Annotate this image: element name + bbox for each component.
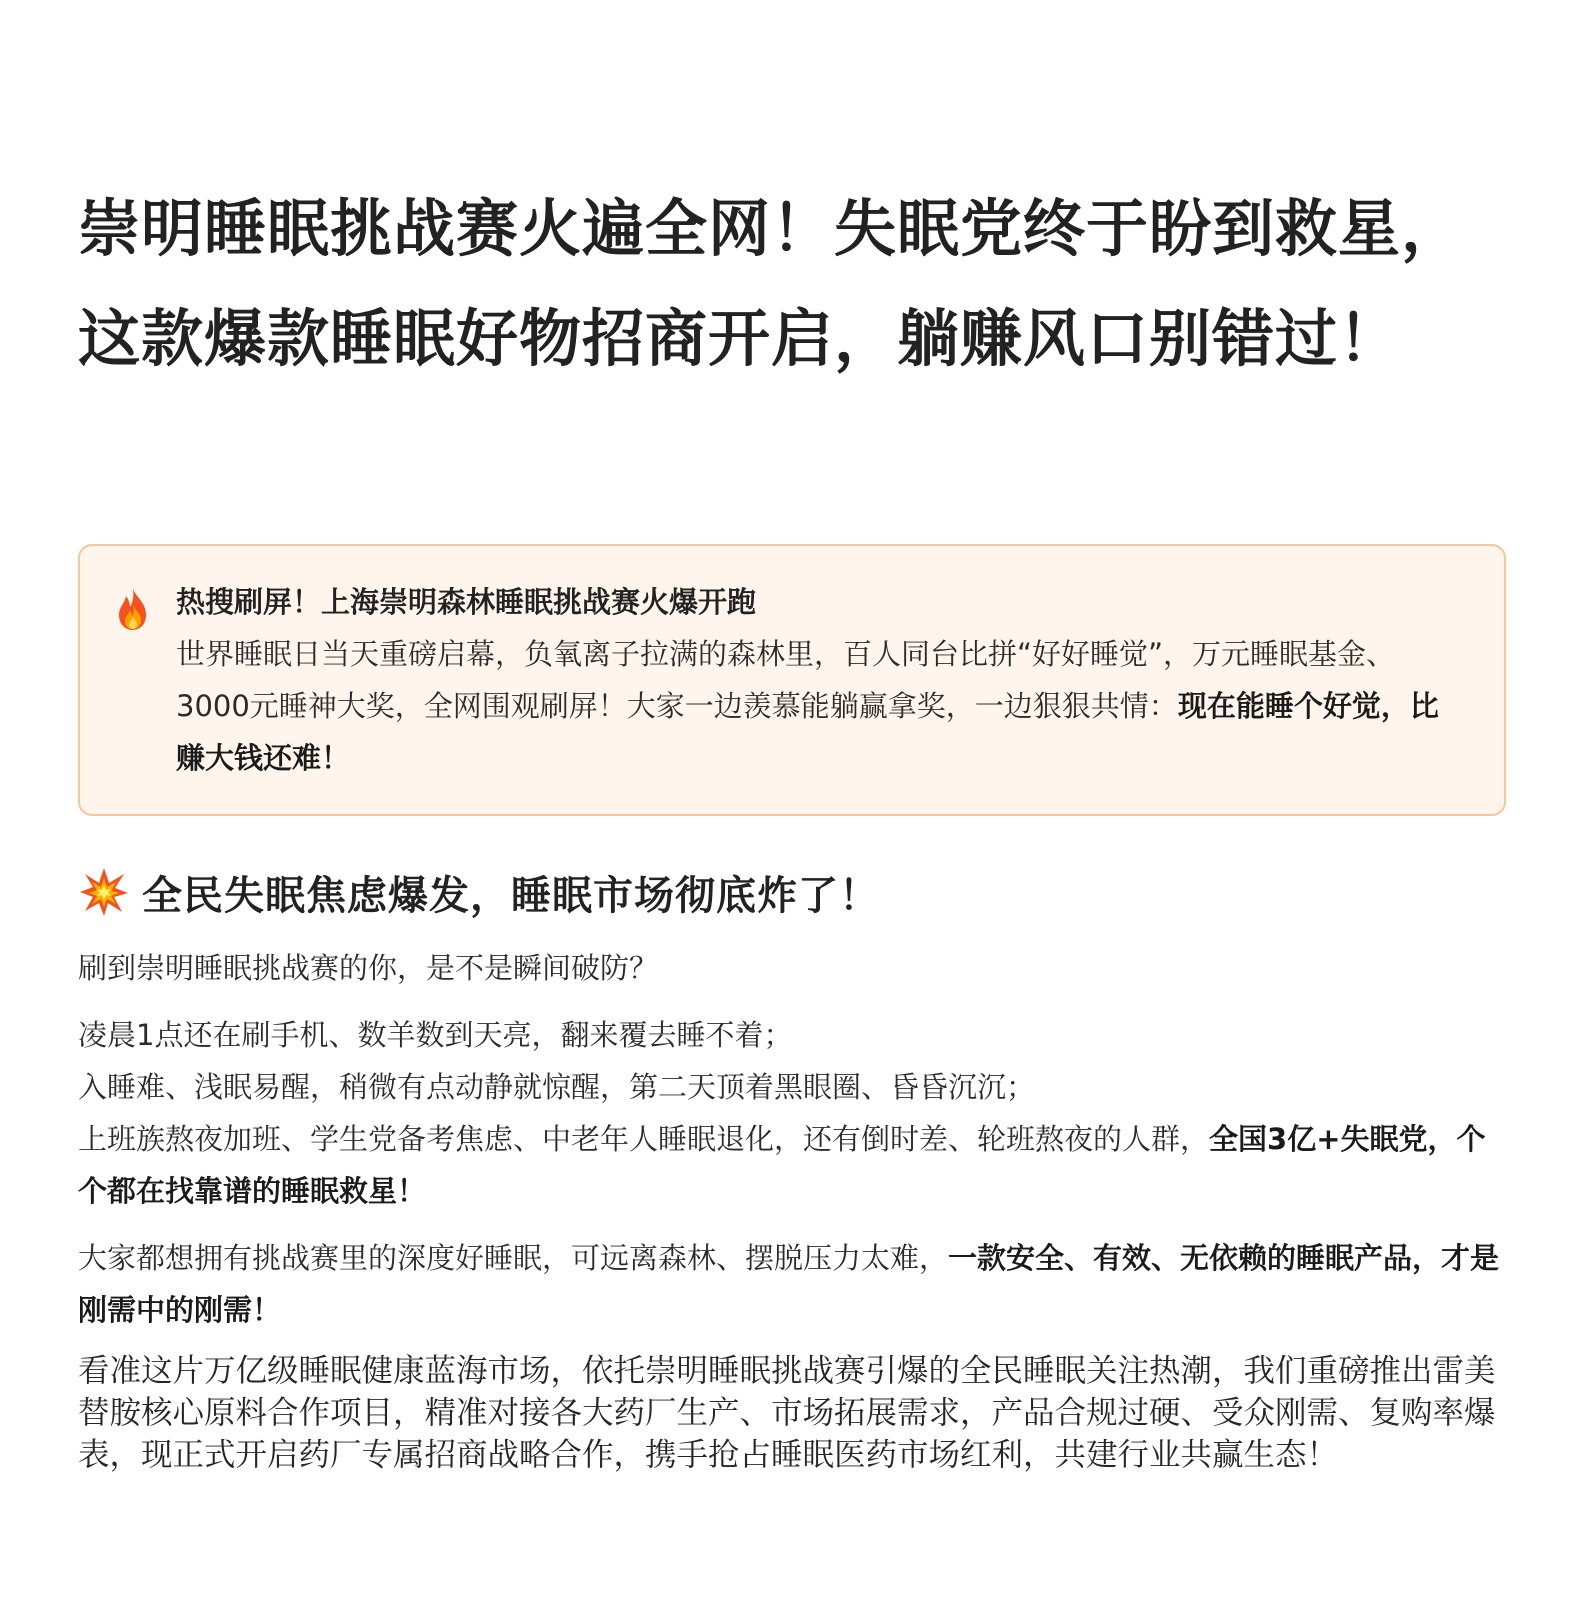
hot-news-text [176,628,1466,784]
need-emphasis: 一款安全、有效、无依赖的睡眠产品，才是刚需中的刚需！ [78,1241,1500,1327]
hot-news-content [176,576,1466,784]
symptom-line-1: 凌晨1点还在刷手机、数羊数到天亮，翻来覆去睡不着； [78,1018,793,1052]
paragraph-need [78,1232,1510,1336]
section-heading [78,862,1510,922]
symptom-line-3: 上班族熬夜加班、学生党备考焦虑、中老年人睡眠退化，还有倒时差、轮班熬夜的人群， [78,1122,1210,1156]
paragraph-intro: 刷到崇明睡眠挑战赛的你，是不是瞬间破防？ [78,951,659,985]
hot-news-body: 世界睡眠日当天重磅启幕，负氧离子拉满的森林里，百人同台比拼“好好睡觉”，万元睡眠基金、3000元睡神大奖，全网围观刷屏！大家一边羡慕能躺赢拿奖，一边狠狠共情： [176,637,1396,723]
fire-icon [112,586,154,632]
section-title: 全民失眠焦虑爆发，睡眠市场彻底炸了！ [142,872,880,919]
symptom-line-2: 入睡难、浅眠易醒，稍微有点动静就惊醒，第二天顶着黑眼圈、昏昏沉沉； [78,1070,1036,1104]
paragraph-symptoms [78,1009,1510,1217]
need-text: 大家都想拥有挑战赛里的深度好睡眠，可远离森林、摆脱压力太难， [78,1241,949,1275]
paragraph-investment: 看准这片万亿级睡眠健康蓝海市场，依托崇明睡眠挑战赛引爆的全民睡眠关注热潮，我们重磅推出雷美替胺核心原料合作项目，精准对接各大药厂生产、市场拓展需求，产品合规过硬、受众刚需、复购率爆表，现正式开启药厂专属招商战略合作，携手抢占睡眠医药市场红利，共建行业共赢生态！ [78,1353,1496,1473]
hot-news-heading: 热搜刷屏！上海崇明森林睡眠挑战赛火爆开跑 [176,585,757,619]
article-title: 崇明睡眠挑战赛火遍全网！失眠党终于盼到救星，这款爆款睡眠好物招商开启，躺赚风口别错过！ [78,192,1465,375]
collision-icon [78,866,130,918]
symptom-emphasis: 全国3亿+失眠党，个个都在找靠谱的睡眠救星！ [78,1122,1486,1208]
hot-news-emphasis: 现在能睡个好觉，比赚大钱还难！ [176,689,1439,775]
hot-news-callout [78,544,1506,816]
